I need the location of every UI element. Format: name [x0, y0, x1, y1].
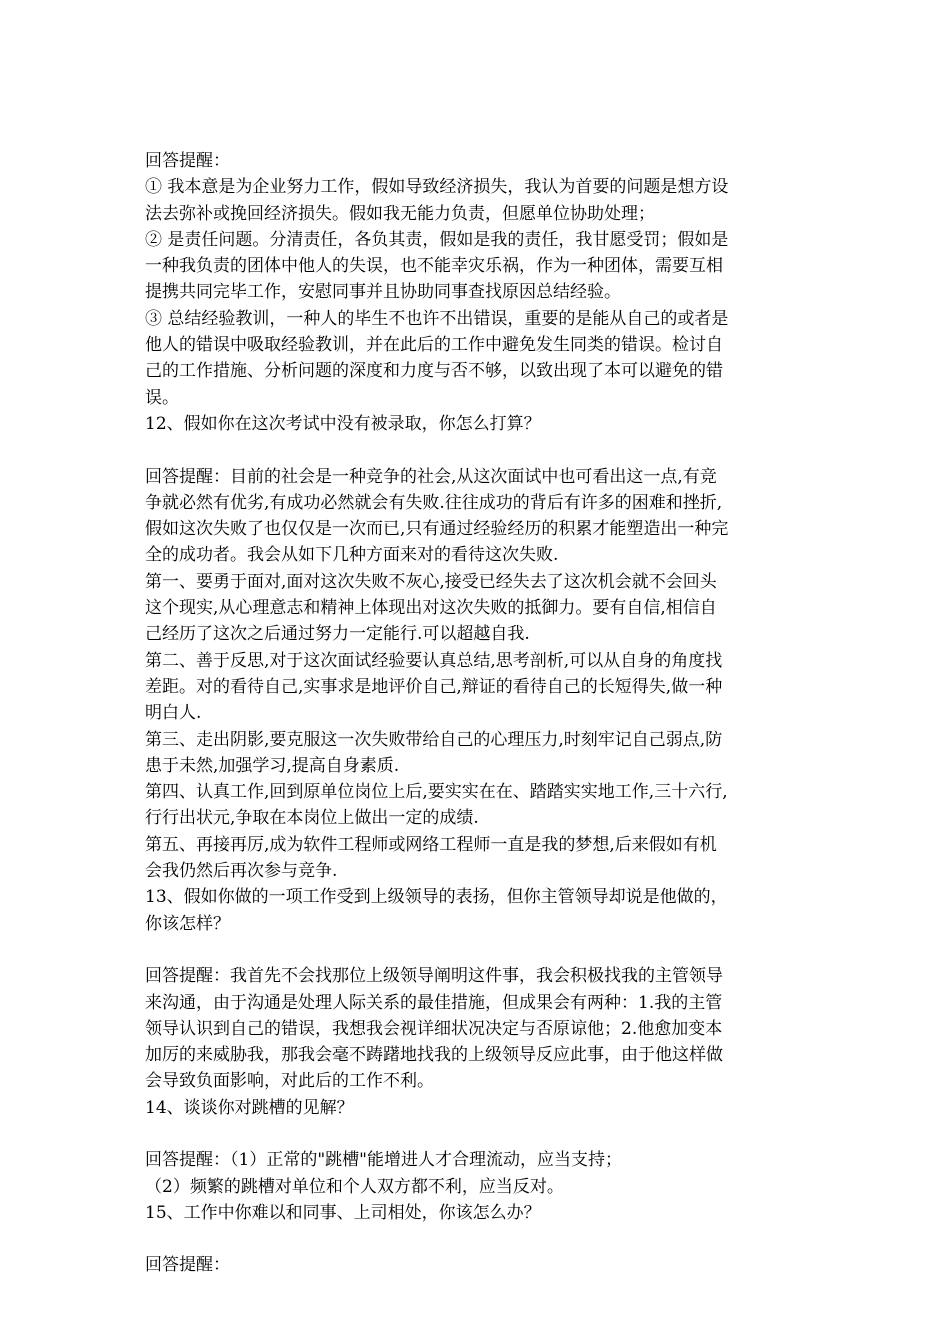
text-line: 他人的错误中吸取经验教训，并在此后的工作中避免发生同类的错误。检讨自: [145, 335, 723, 356]
blank-line: [145, 937, 815, 963]
text-line: 差距。对的看待自己,实事求是地评价自己,辩证的看待自己的长短得失,做一种: [145, 676, 723, 697]
text-line: ③ 总结经验教训，一种人的毕生不也许不出错误，重要的是能从自己的或者是: [145, 308, 729, 329]
text-line: 第五、再接再厉,成为软件工程师或网络工程师一直是我的梦想,后来假如有机: [145, 834, 717, 855]
text-line: 13、假如你做的一项工作受到上级领导的表扬，但你主管领导却说是他做的，: [145, 887, 728, 908]
text-line: 回答提醒：: [145, 151, 230, 171]
text-line: 12、假如你在这次考试中没有被录取，你怎么打算？: [145, 413, 541, 434]
text-line: 争就必然有优劣,有成功必然就会有失败.往往成功的背后有许多的困难和挫折,: [145, 492, 723, 513]
text-line: 行行出状元,争取在本岗位上做出一定的成绩.: [145, 808, 479, 829]
blank-line: [145, 1121, 815, 1147]
text-line: 领导认识到自己的错误，我想我会视详细状况决定与否原谅他；2.他愈加变本: [145, 1018, 723, 1039]
text-line: 15、工作中你难以和同事、上司相处，你该怎么办？: [145, 1202, 541, 1223]
text-line: 误。: [145, 387, 179, 408]
text-line: 己的工作措施、分析问题的深度和力度与否不够，以致出现了本可以避免的错: [145, 361, 723, 382]
text-line: 一种我负责的团体中他人的失误，也不能幸灾乐祸，作为一种团体，需要互相: [145, 256, 723, 277]
text-line: 会我仍然后再次参与竞争.: [145, 861, 338, 882]
text-line: 会导致负面影响，对此后的工作不利。: [145, 1071, 434, 1092]
blank-line: [145, 437, 815, 463]
text-line: 己经历了这次之后通过努力一定能行.可以超越自我.: [145, 624, 530, 645]
text-line: 来沟通，由于沟通是处理人际关系的最佳措施，但成果会有两种：1.我的主管: [145, 992, 723, 1013]
text-line: 14、谈谈你对跳槽的见解？: [145, 1097, 354, 1118]
text-line: 你该怎样？: [145, 913, 230, 934]
document-body: [145, 148, 815, 1279]
text-line: （2）频繁的跳槽对单位和个人双方都不利，应当反对。: [145, 1176, 564, 1197]
text-line: 第四、认真工作,回到原单位岗位上后,要实实在在、踏踏实实地工作,三十六行,: [145, 782, 728, 803]
text-line: ② 是责任问题。分清责任，各负其责，假如是我的责任，我甘愿受罚；假如是: [145, 229, 729, 250]
text-line: 明白人.: [145, 703, 202, 724]
text-line: 回答提醒：（1）正常的"跳槽"能增进人才合理流动，应当支持；: [145, 1150, 622, 1171]
text-line: 回答提醒：: [145, 1255, 230, 1276]
text-line: 第二、善于反思,对于这次面试经验要认真总结,思考剖析,可以从自身的角度找: [145, 650, 723, 671]
text-line: 回答提醒：我首先不会找那位上级领导阐明这件事，我会积极找我的主管领导: [145, 966, 723, 987]
text-line: 全的成功者。我会从如下几种方面来对的看待这次失败.: [145, 545, 559, 566]
text-line: 第一、要勇于面对,面对这次失败不灰心,接受已经失去了这次机会就不会回头: [145, 571, 717, 592]
text-line: 这个现实,从心理意志和精神上体现出对这次失败的抵御力。要有自信,相信自: [145, 598, 717, 619]
text-line: 患于未然,加强学习,提高自身素质.: [145, 755, 400, 776]
text-line: 回答提醒：目前的社会是一种竞争的社会,从这次面试中也可看出这一点,有竞: [145, 466, 717, 487]
text-line: 假如这次失败了也仅仅是一次而已,只有通过经验经历的积累才能塑造出一种完: [145, 519, 729, 540]
text-line: 加厉的来威胁我，那我会毫不踌躇地找我的上级领导反应此事，由于他这样做: [145, 1045, 723, 1066]
text-line: ① 我本意是为企业努力工作，假如导致经济损失，我认为首要的问题是想方设: [145, 177, 729, 198]
text-line: 第三、走出阴影,要克服这一次失败带给自己的心理压力,时刻牢记自己弱点,防: [145, 729, 723, 750]
text-line: 法去弥补或挽回经济损失。假如我无能力负责，但愿单位协助处理；: [145, 203, 655, 224]
blank-line: [145, 1226, 815, 1252]
text-line: 提携共同完毕工作，安慰同事并且协助同事查找原因总结经验。: [145, 282, 621, 303]
